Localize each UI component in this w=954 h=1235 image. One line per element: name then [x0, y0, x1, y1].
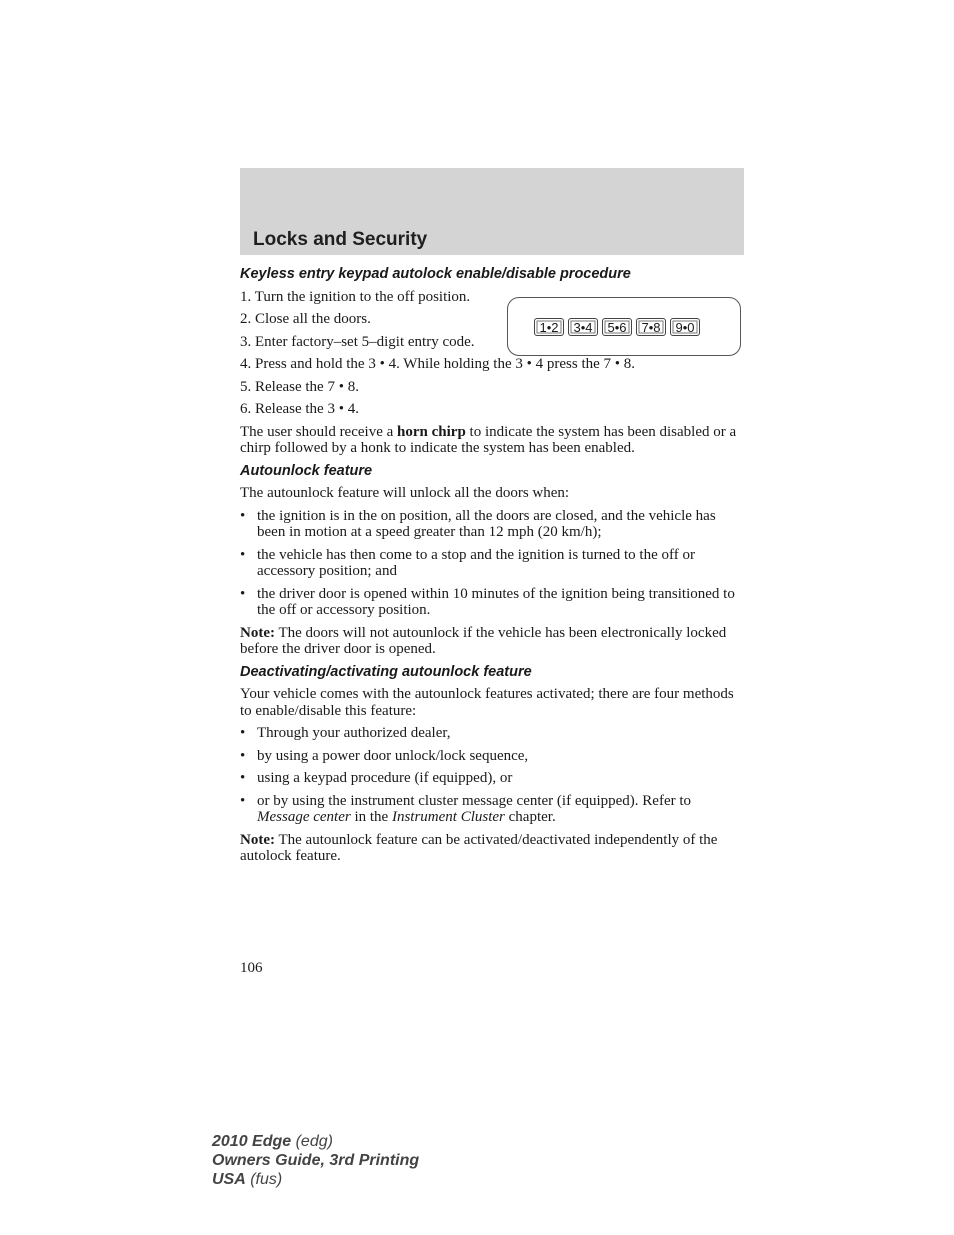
section-heading-autolock: Keyless entry keypad autolock enable/disable procedure [240, 266, 631, 282]
footer-line-region [212, 1170, 419, 1189]
list-item: • the vehicle has then come to a stop and the ignition is turned to the off or accessory position; and [240, 546, 695, 579]
list-item: • the ignition is in the on position, all the doors are closed, and the vehicle has been in motion at a speed greater than 12 mph (20 km/h); [240, 507, 716, 540]
step-4: 4. Press and hold the 3 • 4. While holding the 3 • 4 press the 7 • 8. [240, 356, 636, 372]
deactivating-intro: Your vehicle comes with the autounlock features activated; there are four methods to enable/disable this feature: [240, 686, 734, 719]
result-paragraph [240, 424, 745, 457]
note-deactivating [240, 832, 745, 865]
footer-model-code: (edg) [291, 1133, 333, 1150]
list-item: • the driver door is opened within 10 minutes of the ignition being transitioned to the off or accessory position. [240, 585, 735, 618]
document-footer [212, 1132, 419, 1189]
result-text-post: to indicate the system has been disabled or a chirp followed by a honk to indicate the system has been enabled. [240, 423, 737, 456]
keypad-key-1-2: 1•2 [534, 318, 564, 336]
step-1: 1. Turn the ignition to the off position. [240, 288, 471, 305]
autounlock-intro: The autounlock feature will unlock all the doors when: [240, 485, 570, 501]
footer-line-guide: Owners Guide, 3rd Printing [212, 1152, 420, 1169]
list-item-text: Through your authorized dealer, [257, 725, 451, 741]
keypad-key-9-0: 9•0 [670, 318, 700, 336]
result-text-pre: The user should receive a [240, 423, 398, 440]
list-item: • Through your authorized dealer, [240, 725, 451, 741]
list-item-text: in the [350, 809, 392, 825]
reference-instrument-cluster: Instrument Cluster [391, 809, 505, 825]
footer-line-model [212, 1132, 419, 1151]
footer-region: USA [212, 1171, 246, 1188]
keypad-key-5-6: 5•6 [602, 318, 632, 336]
note-autounlock [240, 625, 745, 658]
footer-model: 2010 Edge [212, 1133, 292, 1150]
page-content [240, 266, 745, 871]
step-5: 5. Release the 7 • 8. [240, 378, 359, 395]
list-item-text: chapter. [504, 809, 556, 825]
section-heading-autounlock: Autounlock feature [240, 462, 373, 479]
list-item-text: the vehicle has then come to a stop and the ignition is turned to the off or accessory position; and [257, 546, 695, 579]
list-item-text: by using a power door unlock/lock sequence, [257, 747, 529, 764]
footer-region-code: (fus) [245, 1171, 283, 1188]
note-text: The autounlock feature can be activated/deactivated independently of the autolock feature. [240, 831, 718, 864]
chapter-header-band [240, 168, 744, 255]
section-heading-deactivating: Deactivating/activating autounlock feature [240, 663, 532, 680]
step-2: 2. Close all the doors. [240, 311, 371, 327]
reference-message-center: Message center [257, 809, 351, 825]
keypad-key-7-8: 7•8 [636, 318, 666, 336]
list-item: • by using a power door unlock/lock sequence, [240, 747, 529, 764]
list-item-text: the driver door is opened within 10 minutes of the ignition being transitioned to the off or accessory position. [257, 585, 735, 618]
note-label: Note: [240, 624, 275, 641]
chapter-title: Locks and Security [253, 229, 428, 250]
keypad-key-3-4: 3•4 [568, 318, 598, 336]
list-item: • or by using the instrument cluster message center (if equipped). Refer to Message center in the Instrument Cluster chapter. [240, 792, 692, 825]
note-text: The doors will not autounlock if the vehicle has been electronically locked before the driver door is opened. [240, 624, 727, 657]
step-3: 3. Enter factory–set 5–digit entry code. [240, 333, 475, 350]
list-item: • using a keypad procedure (if equipped), or [240, 770, 513, 786]
list-item-text: the ignition is in the on position, all the doors are closed, and the vehicle has been in motion at a speed greater than 12 mph (20 km/h); [257, 507, 716, 540]
list-item-text: using a keypad procedure (if equipped), or [257, 770, 513, 786]
step-6: 6. Release the 3 • 4. [240, 401, 359, 417]
page-number: 106 [240, 960, 263, 976]
result-text-bold: horn chirp [397, 423, 466, 440]
note-label: Note: [240, 831, 275, 848]
list-item-text: or by using the instrument cluster message center (if equipped). Refer to [257, 792, 692, 809]
